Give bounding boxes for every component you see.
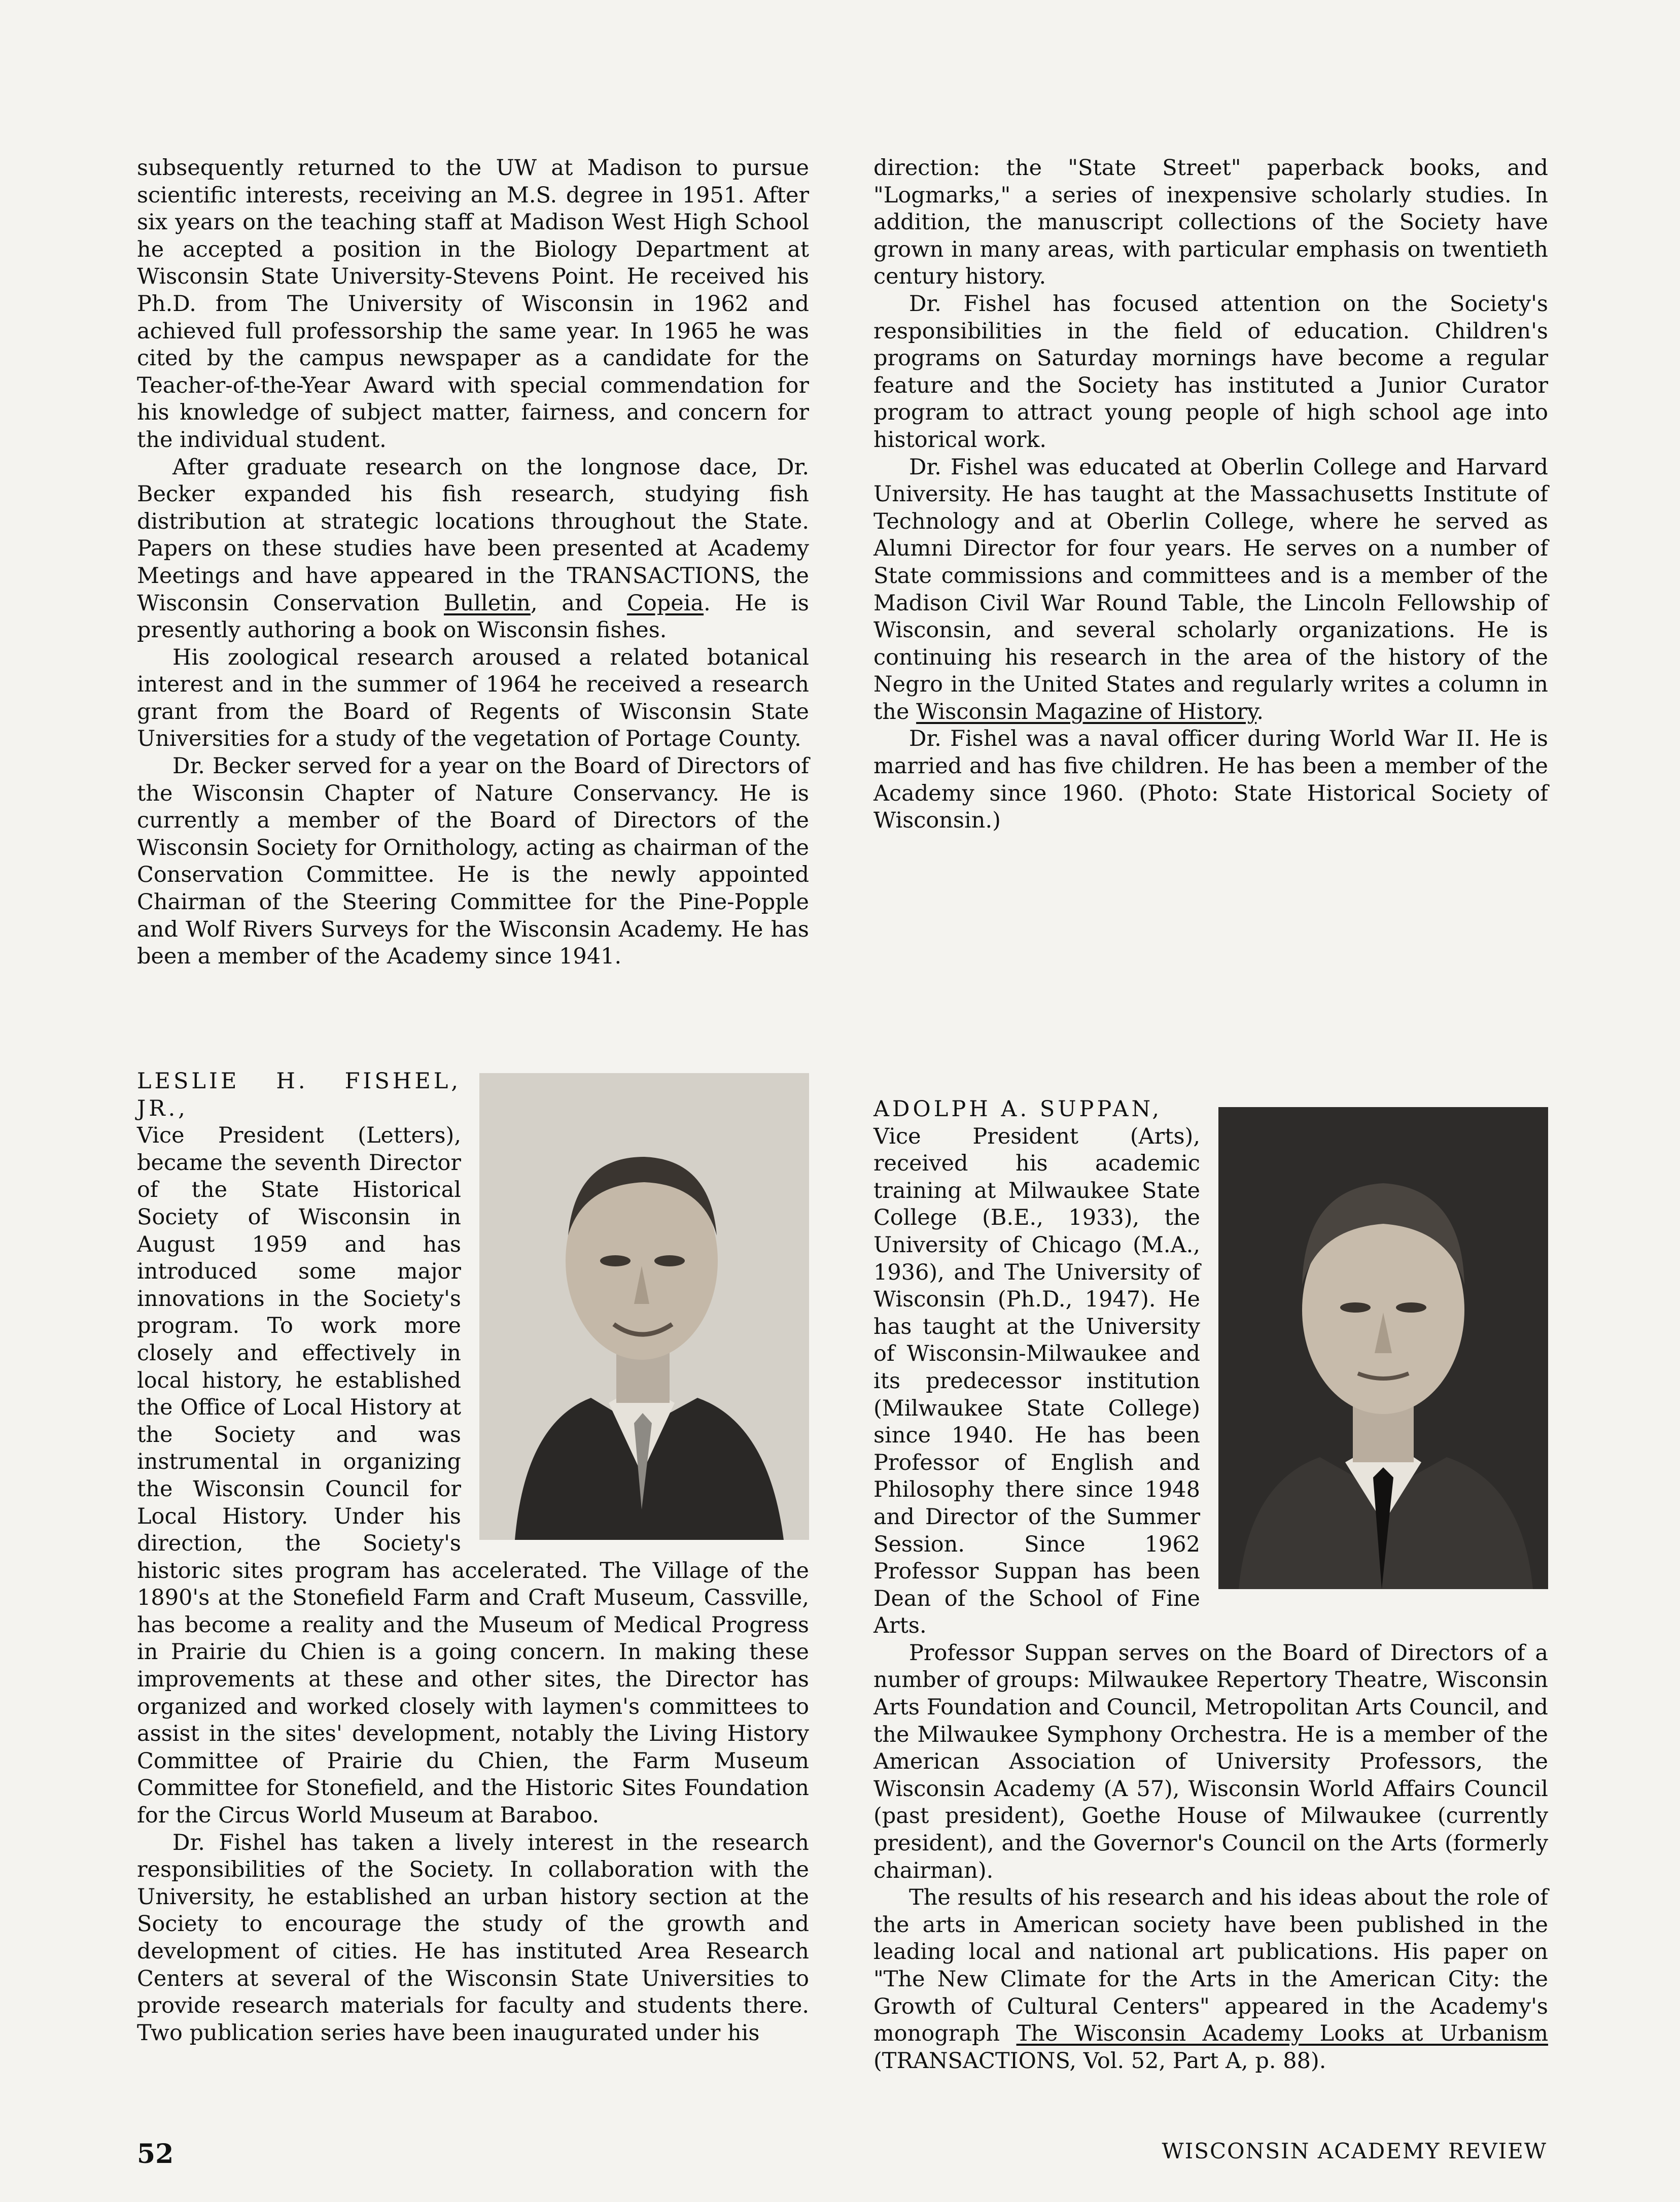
suppan-portrait [1218,1107,1548,1589]
paragraph: The results of his research and his ideas about the role of the arts in American society have been published in the leading local and national art publications. His paper on "The New Climate for the Arts in the American City: the Growth of Cultural Centers" appeared in the Academy's monograph The Wisconsin Academy Looks at Urbanism (TRANSACTIONS, Vol. 52, Part A, p. 88). [873,1885,1548,2074]
top-right-column [873,155,1548,835]
paragraph: Dr. Fishel was a naval officer during World War II. He is married and has five children. He has been a member of the Academy since 1960. (Photo: State Historical Society of Wisconsin.) [873,726,1548,834]
paragraph: direction: the "State Street" paperback books, and "Logmarks," a series of inexpensive scholarly studies. In addition, the manuscript collections of the Society have grown in many areas, with particular emphasis on twentieth century history. [873,155,1548,290]
top-left-column [137,155,809,971]
journal-title: WISCONSIN ACADEMY REVIEW [1162,2139,1547,2163]
paragraph: Vice President (Letters), became the seventh Director of the State Historical Society of Wisconsin in August 1959 and has introduced some major innovations in the Society's program. To work more closely and effectively in local history, he established the Office of Local History at the Society and was instrumental in organizing the Wisconsin Council for Local History. Under his direction, the Society's historic sites program has accelerated. The Village of the 1890's at the Stonefield Farm and Craft Museum, Cassville, has become a reality and the Museum of Medical Progress in Prairie du Chien is a going concern. In making these improvements at these and other sites, the Director has organized and worked closely with laymen's committees to assist in the sites' development, notably the Living History Committee of Prairie du Chien, the Farm Museum Committee for Stonefield, and the Historic Sites Foundation for the Circus World Museum at Baraboo. [137,1123,809,1829]
paragraph: Vice President (Arts), received his academic training at Milwaukee State College (B.E., 1933), the University of Chicago (M.A., 1936), and The University of Wisconsin (Ph.D., 1947). He has taught at the University of Wisconsin-Milwaukee and its predecessor institution (Milwaukee State College) since 1940. He has been Professor of English and Philosophy there since 1948 and Director of the Summer Session. Since 1962 Professor Suppan has been Dean of the School of Fine Arts. [873,1123,1200,1639]
fishel-profile [137,1068,809,2047]
suppan-profile [873,1096,1548,2075]
monograph-title: The Wisconsin Academy Looks at Urbanism [1016,2021,1548,2047]
paragraph: subsequently returned to the UW at Madison to pursue scientific interests, receiving an M.S. degree in 1951. After six years on the teaching staff at Madison West High School he accepted a position in the Biology Department at Wisconsin State University-Stevens Point. He received his Ph.D. from The University of Wisconsin in 1962 and achieved full professorship the same year. In 1965 he was cited by the campus newspaper as a candidate for the Teacher-of-the-Year Award with special commendation for his knowledge of subject matter, fairness, and concern for the individual student. [137,155,809,453]
copeia-title: Copeia [626,590,704,616]
paragraph: After graduate research on the longnose dace, Dr. Becker expanded his fish research, studying fish distribution at strategic locations throughout the State. Papers on these studies have been presented at Academy Meetings and have appeared in the TRANSACTIONS, the Wisconsin Conservation Bulletin, and Copeia. He is presently authoring a book on Wisconsin fishes. [137,454,809,643]
fishel-name: LESLIE H. FISHEL, JR., [137,1069,461,1121]
fishel-portrait [479,1073,809,1540]
paragraph: His zoological research aroused a related botanical interest and in the summer of 1964 he received a research grant from the Board of Regents of Wisconsin State Universities for a study of the vegetation of Portage County. [137,644,809,752]
suppan-name: ADOLPH A. SUPPAN, [873,1096,1163,1122]
paragraph: Dr. Fishel has focused attention on the Society's responsibilities in the field of education. Children's programs on Saturday mornings have become a regular feature and the Society has instituted a Junior Curator program to attract young people of high school age into historical work. [873,291,1548,453]
bulletin-title: Bulletin [443,590,531,616]
paragraph: Dr. Fishel was educated at Oberlin College and Harvard University. He has taught at the Massachusetts Institute of Technology and at Oberlin College, where he served as Alumni Director for four years. He serves on a number of State commissions and committees and is a member of the Madison Civil War Round Table, the Lincoln Fellowship of Wisconsin, and several scholarly organizations. He is continuing his research in the area of the history of the Negro in the United States and regularly writes a column in the Wisconsin Magazine of History. [873,454,1548,725]
paragraph: Dr. Becker served for a year on the Board of Directors of the Wisconsin Chapter of Nature Conservancy. He is currently a member of the Board of Directors of the Wisconsin Society for Ornithology, acting as chairman of the Conservation Committee. He is the newly appointed Chairman of the Steering Committee for the Pine-Popple and Wolf Rivers Surveys for the Wisconsin Academy. He has been a member of the Academy since 1941. [137,753,809,970]
paragraph: Professor Suppan serves on the Board of Directors of a number of groups: Milwaukee Repertory Theatre, Wisconsin Arts Foundation and Council, Metropolitan Arts Council, and the Milwaukee Symphony Orchestra. He is a member of the American Association of University Professors, the Wisconsin Academy (A 57), Wisconsin World Affairs Council (past president), Goethe House of Milwaukee (currently president), and the Governor's Council on the Arts (formerly chairman). [873,1640,1548,1883]
paragraph: Dr. Fishel has taken a lively interest in the research responsibilities of the Society. In collaboration with the University, he established an urban history section at the Society to encourage the study of the growth and development of cities. He has instituted Area Research Centers at several of the Wisconsin State Universities to provide research materials for faculty and students there. Two publication series have been inaugurated under his [137,1830,809,2046]
page-number: 52 [137,2139,174,2170]
magazine-title: Wisconsin Magazine of History [916,699,1257,725]
